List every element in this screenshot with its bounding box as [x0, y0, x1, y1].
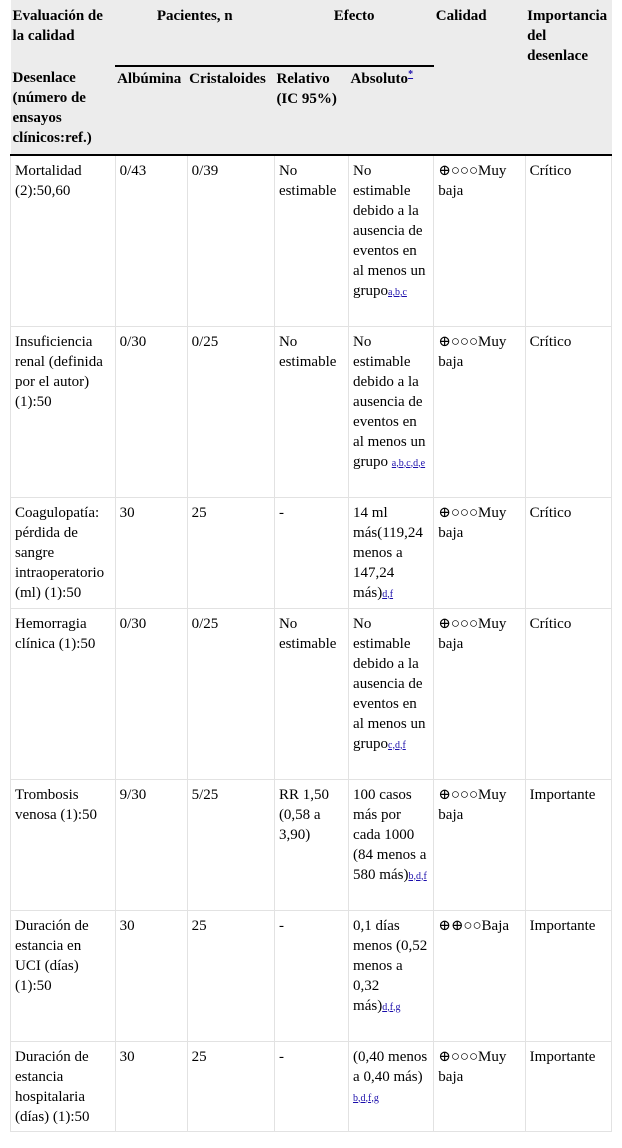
- absoluto-cell: [349, 779, 434, 910]
- albumina-cell: [115, 326, 187, 497]
- cristaloides-cell: [187, 779, 274, 910]
- importance-cell-text: Crítico: [529, 504, 572, 521]
- footnote-ref-link[interactable]: c,d,f: [388, 739, 406, 751]
- quality-cell-text: ⊕⊕○○Baja: [438, 917, 510, 934]
- quality-cell: [434, 1041, 525, 1131]
- table-body: [11, 155, 612, 1131]
- outcome-cell: [11, 1041, 116, 1131]
- quality-cell-text: ⊕○○○Muy baja: [438, 163, 507, 199]
- header-relativo: Relativo (IC 95%): [274, 66, 348, 155]
- importance-cell-text: Crítico: [529, 333, 572, 350]
- grade-evidence-table: [10, 0, 612, 1132]
- absoluto-cell-text: 0,1 días menos (0,52 menos a 0,32 más): [353, 917, 428, 1014]
- relativo-cell-text: No estimable: [278, 333, 337, 370]
- relativo-cell-text: RR 1,50 (0,58 a 3,90): [278, 786, 329, 843]
- importance-cell: [525, 1041, 611, 1131]
- importance-cell-text: Crítico: [529, 615, 572, 632]
- header-desenlace: Desenlace (número de ensayos clínicos:ref.): [11, 66, 116, 155]
- albumina-cell-text: 0/30: [119, 615, 147, 632]
- cristaloides-cell-text: 0/39: [191, 163, 219, 179]
- header-pacientes: Pacientes, n: [115, 0, 274, 66]
- outcome-cell: [11, 779, 116, 910]
- quality-cell-text: ⊕○○○Muy baja: [438, 333, 507, 370]
- cristaloides-cell-text: 0/25: [191, 333, 219, 350]
- absoluto-cell: [349, 910, 434, 1041]
- table-row: [11, 1041, 612, 1131]
- albumina-cell-text: 9/30: [119, 786, 147, 803]
- relativo-cell: [274, 155, 348, 326]
- importance-cell-text: Importante: [529, 917, 596, 934]
- relativo-cell: [274, 1041, 348, 1131]
- importance-cell-text: Importante: [529, 786, 596, 803]
- cristaloides-cell: [187, 910, 274, 1041]
- table-row: [11, 779, 612, 910]
- relativo-cell: [274, 910, 348, 1041]
- albumina-cell-text: 30: [119, 1048, 135, 1065]
- albumina-cell-text: 0/43: [119, 163, 147, 179]
- cristaloides-cell-text: 5/25: [191, 786, 219, 803]
- absoluto-cell-text: 100 casos más por cada 1000 (84 menos a 580 más): [353, 786, 427, 883]
- absoluto-cell-text: 14 ml más(119,24 menos a 147,24 más): [353, 504, 423, 601]
- outcome-cell-text: Duración de estancia hospitalaria (días) (1):50: [15, 1048, 90, 1125]
- footnote-ref-link[interactable]: a,b,c,d,e: [391, 457, 426, 469]
- importance-cell: [525, 779, 611, 910]
- cristaloides-cell: [187, 608, 274, 779]
- footnote-ref-link[interactable]: b,d,f,g: [353, 1092, 379, 1104]
- absoluto-cell: [349, 326, 434, 497]
- cristaloides-cell: [187, 1041, 274, 1131]
- absoluto-cell-text: No estimable debido a la ausencia de eventos en al menos un grupo: [353, 615, 426, 752]
- outcome-cell: [11, 497, 116, 608]
- table-row: [11, 155, 612, 326]
- importance-cell: [525, 155, 611, 326]
- header-evaluacion: Evaluación de la calidad: [11, 0, 116, 66]
- albumina-cell: [115, 608, 187, 779]
- albumina-cell: [115, 779, 187, 910]
- albumina-cell-text: 30: [119, 917, 135, 934]
- absoluto-cell: [349, 608, 434, 779]
- cristaloides-cell: [187, 497, 274, 608]
- quality-cell-text: ⊕○○○Muy baja: [438, 615, 507, 652]
- absoluto-cell-text: No estimable debido a la ausencia de eventos en al menos un grupo: [353, 163, 426, 299]
- importance-cell: [525, 910, 611, 1041]
- header-absoluto: [349, 66, 434, 155]
- importance-cell: [525, 326, 611, 497]
- quality-cell: [434, 497, 525, 608]
- outcome-cell-text: Trombosis venosa (1):50: [15, 786, 98, 823]
- outcome-cell-text: Insuficiencia renal (definida por el autor) (1):50: [15, 333, 103, 410]
- absoluto-cell: [349, 497, 434, 608]
- cristaloides-cell-text: 0/25: [191, 615, 219, 632]
- absoluto-cell-text: (0,40 menos a 0,40 más): [353, 1048, 428, 1085]
- footnote-ref-link[interactable]: b,d,f: [408, 870, 427, 882]
- outcome-cell-text: Hemorragia clínica (1):50: [15, 615, 96, 652]
- relativo-cell-text: -: [278, 504, 284, 521]
- table-row: [11, 497, 612, 608]
- relativo-cell-text: No estimable: [278, 163, 337, 199]
- relativo-cell-text: -: [278, 917, 284, 934]
- table-header: [11, 0, 612, 155]
- header-cristaloides: Cristaloides: [187, 66, 274, 155]
- header-importancia: Importancia del desenlace: [525, 0, 611, 155]
- albumina-cell-text: 0/30: [119, 333, 147, 350]
- albumina-cell: [115, 1041, 187, 1131]
- outcome-cell-text: Duración de estancia en UCI (días) (1):50: [15, 917, 89, 994]
- relativo-cell-text: No estimable: [278, 615, 337, 652]
- importance-cell: [525, 608, 611, 779]
- importance-cell: [525, 497, 611, 608]
- absoluto-cell: [349, 155, 434, 326]
- quality-cell: [434, 910, 525, 1041]
- outcome-cell: [11, 910, 116, 1041]
- cristaloides-cell: [187, 155, 274, 326]
- table-row: [11, 910, 612, 1041]
- quality-cell-text: ⊕○○○Muy baja: [438, 1048, 507, 1085]
- outcome-cell-text: Coagulopatía: pérdida de sangre intraoperatorio (ml) (1):50: [15, 504, 105, 601]
- relativo-cell: [274, 326, 348, 497]
- outcome-cell: [11, 608, 116, 779]
- relativo-cell: [274, 497, 348, 608]
- albumina-cell: [115, 910, 187, 1041]
- quality-cell-text: ⊕○○○Muy baja: [438, 786, 507, 823]
- header-absoluto-text: Absoluto: [350, 71, 409, 87]
- header-calidad: Calidad: [434, 0, 525, 155]
- header-absoluto-ref-link[interactable]: *: [408, 69, 414, 80]
- quality-cell: [434, 155, 525, 326]
- quality-cell-text: ⊕○○○Muy baja: [438, 504, 507, 541]
- footnote-ref-link[interactable]: d,f: [382, 588, 394, 600]
- relativo-cell: [274, 779, 348, 910]
- outcome-cell: [11, 326, 116, 497]
- cristaloides-cell-text: 25: [191, 917, 207, 934]
- table-row: [11, 326, 612, 497]
- importance-cell-text: Crítico: [529, 163, 572, 179]
- quality-cell: [434, 779, 525, 910]
- header-albumina: Albúmina: [115, 66, 187, 155]
- footnote-ref-link[interactable]: d,f,g: [382, 1001, 401, 1013]
- table-row: [11, 608, 612, 779]
- cristaloides-cell: [187, 326, 274, 497]
- quality-cell: [434, 326, 525, 497]
- cristaloides-cell-text: 25: [191, 1048, 207, 1065]
- outcome-cell-text: Mortalidad (2):50,60: [15, 163, 82, 199]
- absoluto-cell-text: No estimable debido a la ausencia de eventos en al menos un grupo: [353, 333, 426, 470]
- header-efecto: Efecto: [274, 0, 433, 66]
- quality-cell: [434, 608, 525, 779]
- albumina-cell: [115, 155, 187, 326]
- albumina-cell-text: 30: [119, 504, 135, 521]
- relativo-cell: [274, 608, 348, 779]
- relativo-cell-text: -: [278, 1048, 284, 1065]
- footnote-ref-link[interactable]: a,b,c: [388, 287, 407, 298]
- cristaloides-cell-text: 25: [191, 504, 207, 521]
- importance-cell-text: Importante: [529, 1048, 596, 1065]
- absoluto-cell: [349, 1041, 434, 1131]
- outcome-cell: [11, 155, 116, 326]
- albumina-cell: [115, 497, 187, 608]
